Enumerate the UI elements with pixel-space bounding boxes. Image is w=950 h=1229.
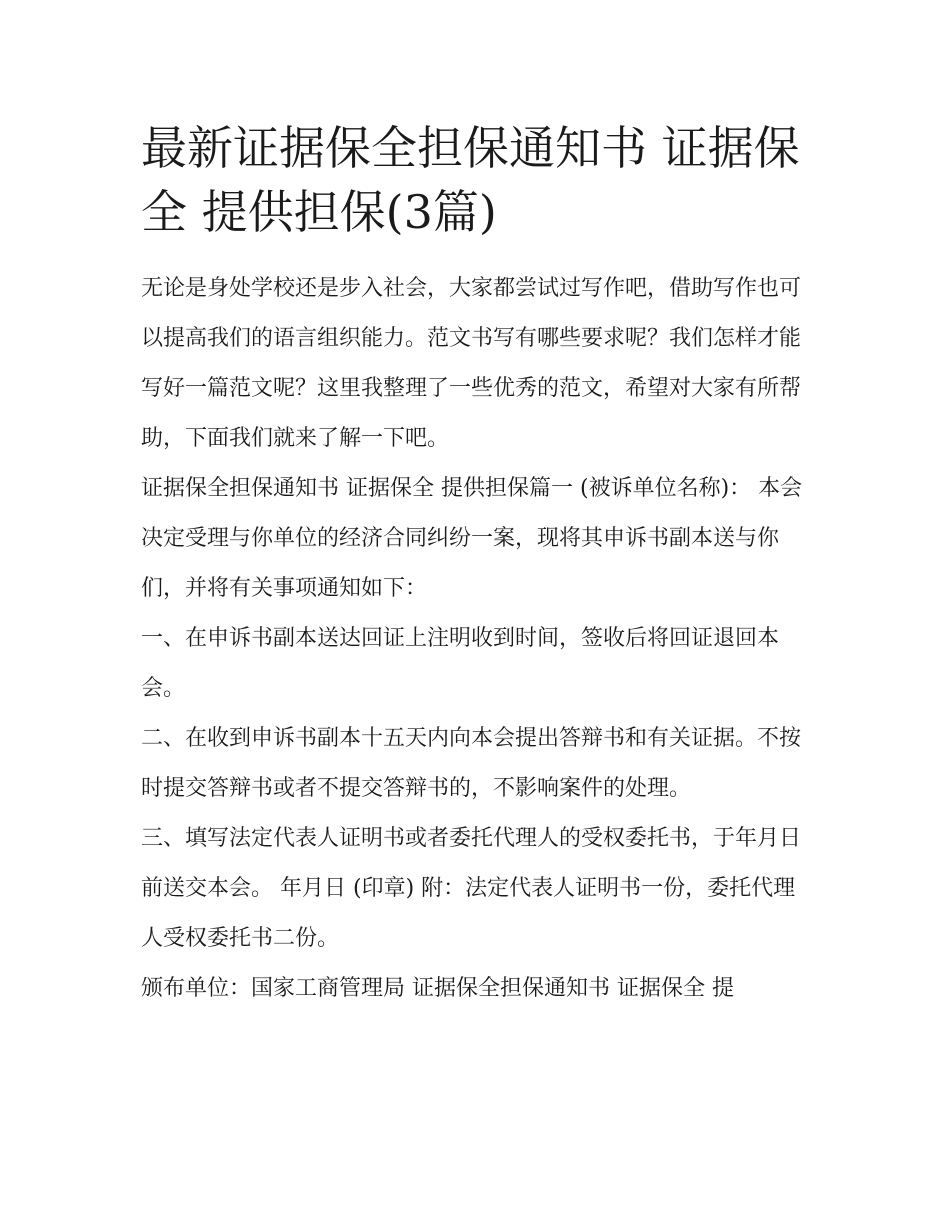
notice-item-three: 三、填写法定代表人证明书或者委托代理人的受权委托书，于年月日前送交本会。 年月日 (印章) 附：法定代表人证明书一份，委托代理人受权委托书二份。 — [141, 826, 802, 951]
intro-paragraph: 无论是身处学校还是步入社会，大家都尝试过写作吧，借助写作也可以提高我们的语言组织能力。范文书写有哪些要求呢？我们怎样才能写好一篇范文呢？这里我整理了一些优秀的范文，希望对大家有所帮助，下面我们就来了解一下吧。 — [141, 276, 802, 451]
notice-item-one: 一、在申诉书副本送达回证上注明收到时间，签收后将回证退回本会。 — [141, 626, 780, 701]
issuing-unit-paragraph: 颁布单位：国家工商管理局 证据保全担保通知书 证据保全 提 — [141, 976, 734, 1001]
document-body — [141, 116, 813, 1014]
notice-item-two: 二、在收到申诉书副本十五天内向本会提出答辩书和有关证据。不按时提交答辩书或者不提交答辩书的，不影响案件的处理。 — [141, 726, 802, 801]
document-title: 最新证据保全担保通知书 证据保全 提供担保(3篇) — [141, 121, 800, 239]
notice-opening-paragraph: 证据保全担保通知书 证据保全 提供担保篇一 (被诉单位名称)： 本会决定受理与你单位的经济合同纠纷一案，现将其申诉书副本送与你们，并将有关事项通知如下： — [141, 476, 803, 601]
